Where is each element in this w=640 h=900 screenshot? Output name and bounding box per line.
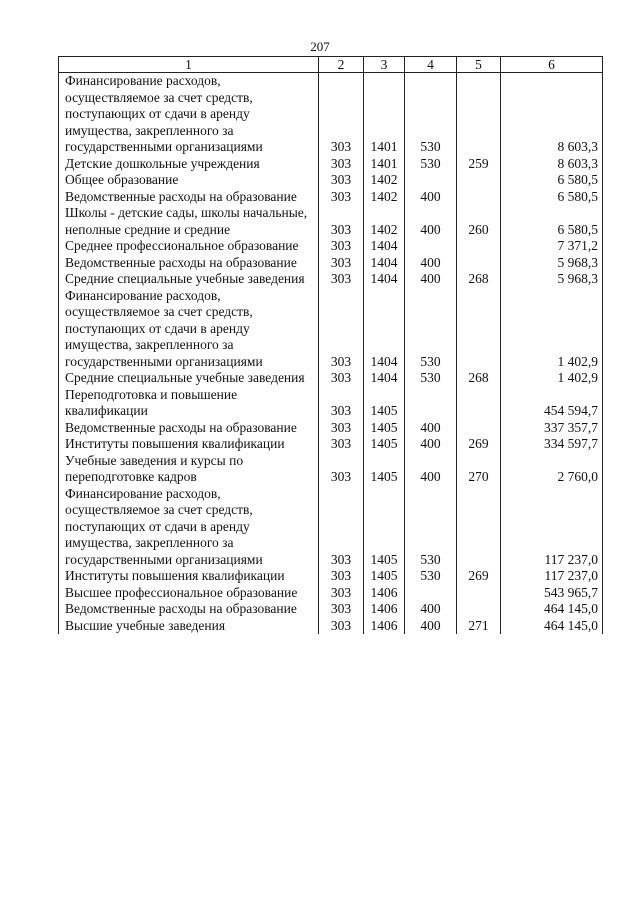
row-chapter-cell: 303 — [319, 601, 364, 618]
row-chapter-cell: 303 — [319, 156, 364, 173]
column-header-6: 6 — [501, 57, 603, 73]
row-expense-type-cell — [457, 172, 501, 189]
row-expense-type-cell — [457, 238, 501, 255]
row-section-cell: 1406 — [364, 618, 405, 635]
row-amount-cell: 5 968,3 — [501, 271, 603, 288]
row-name-cell: Средние специальные учебные заведения — [59, 271, 319, 288]
row-section-cell: 1404 — [364, 271, 405, 288]
row-expense-type-cell: 269 — [457, 568, 501, 585]
row-name-cell: Финансирование расходов, осуществляемое за счет средств, поступающих от сдачи в аренду имущества, закрепленного за государственными организациями — [59, 486, 319, 569]
row-name-cell: Институты повышения квалификации — [59, 436, 319, 453]
row-section-cell: 1401 — [364, 73, 405, 156]
column-header-1: 1 — [59, 57, 319, 73]
row-amount-cell: 1 402,9 — [501, 288, 603, 371]
row-section-cell: 1405 — [364, 453, 405, 486]
column-header-5: 5 — [457, 57, 501, 73]
row-chapter-cell: 303 — [319, 453, 364, 486]
row-section-cell: 1405 — [364, 420, 405, 437]
row-target-cell: 400 — [405, 420, 457, 437]
row-section-cell: 1405 — [364, 387, 405, 420]
row-target-cell — [405, 172, 457, 189]
row-chapter-cell: 303 — [319, 618, 364, 635]
row-name-cell: Детские дошкольные учреждения — [59, 156, 319, 173]
row-expense-type-cell — [457, 387, 501, 420]
budget-table — [58, 56, 602, 634]
row-chapter-cell: 303 — [319, 189, 364, 206]
row-amount-cell: 1 402,9 — [501, 370, 603, 387]
row-amount-cell: 8 603,3 — [501, 73, 603, 156]
row-name-cell: Высшее профессиональное образование — [59, 585, 319, 602]
row-expense-type-cell: 271 — [457, 618, 501, 635]
row-target-cell: 400 — [405, 618, 457, 635]
row-target-cell — [405, 387, 457, 420]
row-amount-cell: 6 580,5 — [501, 172, 603, 189]
table-row — [59, 156, 603, 173]
row-amount-cell: 464 145,0 — [501, 618, 603, 635]
row-amount-cell: 6 580,5 — [501, 205, 603, 238]
row-section-cell: 1402 — [364, 172, 405, 189]
row-chapter-cell: 303 — [319, 172, 364, 189]
page-number: 207 — [310, 39, 330, 54]
row-target-cell: 530 — [405, 486, 457, 569]
column-header-3: 3 — [364, 57, 405, 73]
row-target-cell: 400 — [405, 453, 457, 486]
row-section-cell: 1405 — [364, 486, 405, 569]
row-amount-cell: 2 760,0 — [501, 453, 603, 486]
row-section-cell: 1404 — [364, 288, 405, 371]
row-section-cell: 1402 — [364, 189, 405, 206]
table-row — [59, 238, 603, 255]
row-amount-cell: 334 597,7 — [501, 436, 603, 453]
row-target-cell: 530 — [405, 288, 457, 371]
table-row — [59, 271, 603, 288]
row-target-cell: 530 — [405, 73, 457, 156]
row-name-cell: Ведомственные расходы на образование — [59, 189, 319, 206]
table-row — [59, 486, 603, 569]
row-expense-type-cell: 268 — [457, 271, 501, 288]
row-chapter-cell: 303 — [319, 486, 364, 569]
row-expense-type-cell — [457, 601, 501, 618]
row-target-cell: 530 — [405, 370, 457, 387]
row-name-cell: Переподготовка и повышение квалификации — [59, 387, 319, 420]
row-amount-cell: 117 237,0 — [501, 486, 603, 569]
row-name-cell: Общее образование — [59, 172, 319, 189]
row-section-cell: 1404 — [364, 238, 405, 255]
row-name-cell: Ведомственные расходы на образование — [59, 255, 319, 272]
row-section-cell: 1404 — [364, 370, 405, 387]
column-header-2: 2 — [319, 57, 364, 73]
table-row — [59, 387, 603, 420]
row-section-cell: 1405 — [364, 568, 405, 585]
row-expense-type-cell: 259 — [457, 156, 501, 173]
table-row — [59, 172, 603, 189]
column-header-4: 4 — [405, 57, 457, 73]
row-name-cell: Средние специальные учебные заведения — [59, 370, 319, 387]
row-target-cell — [405, 585, 457, 602]
row-amount-cell: 6 580,5 — [501, 189, 603, 206]
row-target-cell: 400 — [405, 271, 457, 288]
row-section-cell: 1406 — [364, 601, 405, 618]
row-expense-type-cell — [457, 255, 501, 272]
table-row — [59, 420, 603, 437]
row-chapter-cell: 303 — [319, 205, 364, 238]
row-expense-type-cell — [457, 585, 501, 602]
row-target-cell: 530 — [405, 156, 457, 173]
table-row — [59, 585, 603, 602]
row-chapter-cell: 303 — [319, 387, 364, 420]
row-chapter-cell: 303 — [319, 420, 364, 437]
row-expense-type-cell — [457, 486, 501, 569]
row-name-cell: Ведомственные расходы на образование — [59, 420, 319, 437]
row-chapter-cell: 303 — [319, 585, 364, 602]
row-amount-cell: 454 594,7 — [501, 387, 603, 420]
row-chapter-cell: 303 — [319, 255, 364, 272]
row-expense-type-cell: 268 — [457, 370, 501, 387]
row-expense-type-cell — [457, 189, 501, 206]
row-name-cell: Школы - детские сады, школы начальные, неполные средние и средние — [59, 205, 319, 238]
row-section-cell: 1404 — [364, 255, 405, 272]
row-amount-cell: 8 603,3 — [501, 156, 603, 173]
row-chapter-cell: 303 — [319, 238, 364, 255]
row-expense-type-cell — [457, 73, 501, 156]
row-amount-cell: 337 357,7 — [501, 420, 603, 437]
row-amount-cell: 117 237,0 — [501, 568, 603, 585]
table-row — [59, 255, 603, 272]
table-row — [59, 205, 603, 238]
table-body — [59, 73, 603, 635]
row-expense-type-cell — [457, 288, 501, 371]
row-target-cell: 400 — [405, 601, 457, 618]
row-chapter-cell: 303 — [319, 436, 364, 453]
table-row — [59, 436, 603, 453]
row-name-cell: Среднее профессиональное образование — [59, 238, 319, 255]
row-name-cell: Высшие учебные заведения — [59, 618, 319, 635]
row-name-cell: Институты повышения квалификации — [59, 568, 319, 585]
table-header-row — [59, 57, 603, 73]
row-expense-type-cell: 269 — [457, 436, 501, 453]
row-amount-cell: 464 145,0 — [501, 601, 603, 618]
table-row — [59, 288, 603, 371]
row-target-cell: 400 — [405, 255, 457, 272]
row-name-cell: Ведомственные расходы на образование — [59, 601, 319, 618]
row-chapter-cell: 303 — [319, 288, 364, 371]
row-section-cell: 1401 — [364, 156, 405, 173]
table-row — [59, 189, 603, 206]
row-section-cell: 1406 — [364, 585, 405, 602]
row-chapter-cell: 303 — [319, 568, 364, 585]
table-row — [59, 370, 603, 387]
row-chapter-cell: 303 — [319, 73, 364, 156]
table-row — [59, 453, 603, 486]
table-row — [59, 73, 603, 156]
row-section-cell: 1405 — [364, 436, 405, 453]
row-target-cell — [405, 238, 457, 255]
table-row — [59, 601, 603, 618]
row-name-cell: Финансирование расходов, осуществляемое за счет средств, поступающих от сдачи в аренду имущества, закрепленного за государственными организациями — [59, 288, 319, 371]
row-name-cell: Финансирование расходов, осуществляемое за счет средств, поступающих от сдачи в аренду имущества, закрепленного за государственными организациями — [59, 73, 319, 156]
table-row — [59, 568, 603, 585]
row-section-cell: 1402 — [364, 205, 405, 238]
table-row — [59, 618, 603, 635]
row-target-cell: 400 — [405, 205, 457, 238]
row-chapter-cell: 303 — [319, 370, 364, 387]
row-target-cell: 400 — [405, 189, 457, 206]
row-expense-type-cell: 260 — [457, 205, 501, 238]
row-expense-type-cell — [457, 420, 501, 437]
row-expense-type-cell: 270 — [457, 453, 501, 486]
row-amount-cell: 543 965,7 — [501, 585, 603, 602]
row-name-cell: Учебные заведения и курсы по переподготовке кадров — [59, 453, 319, 486]
row-amount-cell: 5 968,3 — [501, 255, 603, 272]
row-chapter-cell: 303 — [319, 271, 364, 288]
row-target-cell: 530 — [405, 568, 457, 585]
row-target-cell: 400 — [405, 436, 457, 453]
row-amount-cell: 7 371,2 — [501, 238, 603, 255]
